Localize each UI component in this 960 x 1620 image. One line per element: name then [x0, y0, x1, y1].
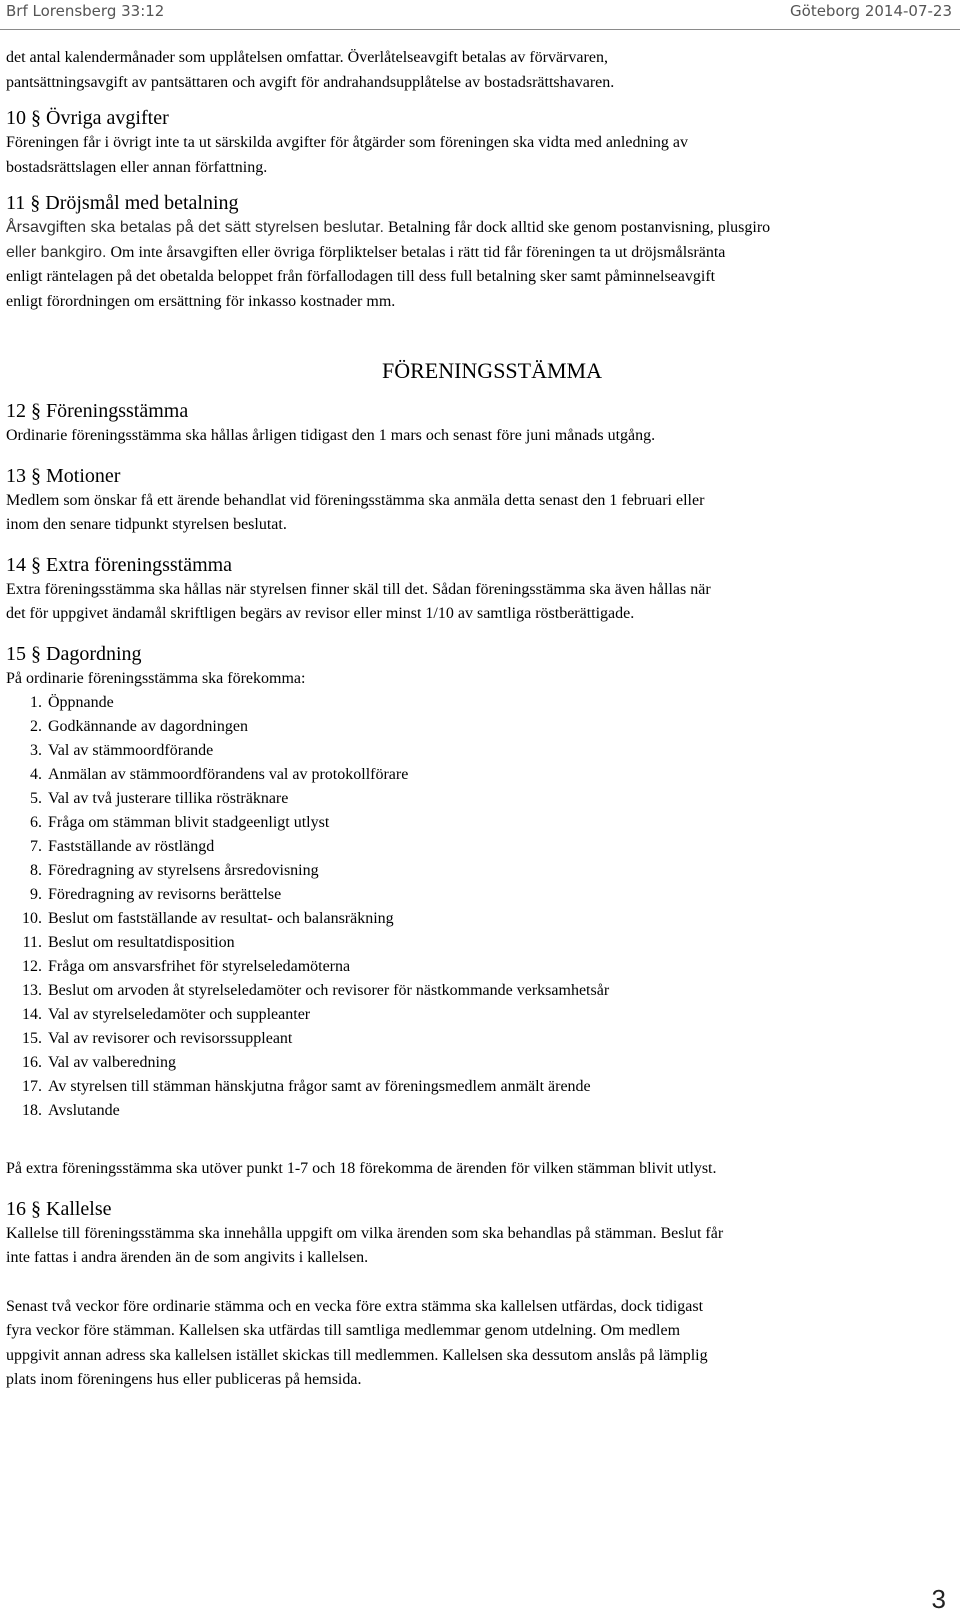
agenda-item-text: Godkännande av dagordningen: [48, 718, 248, 735]
agenda-item-number: 9.: [30, 886, 42, 903]
agenda-item-number: 14.: [22, 1006, 42, 1023]
agenda-item-number: 6.: [30, 814, 42, 831]
section-12-text: Ordinarie föreningsstämma ska hållas årligen tidigast den 1 mars och senast före juni månads utgång.: [6, 427, 656, 444]
agenda-item-text: Fråga om ansvarsfrihet för styrelseledamöterna: [48, 958, 351, 975]
section-11-text-sans: Årsavgiften ska betalas på det sätt styrelsen beslutar.: [6, 219, 384, 236]
section-13-text: Medlem som önskar få ett ärende behandlat vid föreningsstämma ska anmäla detta senast den 1 februari eller: [6, 491, 705, 509]
agenda-item-text: Av styrelsen till stämman hänskjutna frågor samt av föreningsmedlem anmält ärende: [48, 1078, 591, 1095]
header-org-name: Brf Lorensberg 33:12: [6, 2, 165, 20]
agenda-item-number: 7.: [30, 838, 42, 855]
agenda-item: [6, 811, 954, 835]
section-16-heading: 16 § Kallelse: [6, 1197, 112, 1220]
section-11-heading: 11 § Dröjsmål med betalning: [6, 192, 239, 214]
agenda-item-text: Beslut om fastställande av resultat- och balansräkning: [48, 910, 394, 927]
agenda-item-text: Fråga om stämman blivit stadgeenligt utlyst: [48, 814, 330, 831]
agenda-item-text: Föredragning av revisorns berättelse: [48, 886, 282, 903]
chapter-title: FÖRENINGSSTÄMMA: [381, 358, 603, 383]
agenda-item-text: Val av valberedning: [48, 1054, 176, 1071]
agenda-item-number: 17.: [22, 1078, 42, 1095]
section-11-text: Årsavgiften ska betalas på det sätt styrelsen beslutar. Betalning får dock alltid ske genom postanvisning, plusgiro: [6, 219, 771, 236]
agenda-item: [6, 859, 954, 883]
agenda-item: [6, 715, 954, 739]
agenda-item: [6, 1027, 954, 1051]
agenda-item-number: 10.: [22, 910, 42, 927]
agenda-item: [6, 1075, 954, 1099]
agenda-item: [6, 763, 954, 787]
agenda-item-text: Fastställande av röstlängd: [48, 838, 215, 855]
agenda-item-text: Beslut om arvoden åt styrelseledamöter och revisorer för nästkommande verksamhetsår: [48, 982, 610, 999]
agenda-item-number: 16.: [22, 1054, 42, 1071]
agenda-item-number: 11.: [22, 934, 42, 951]
agenda-list: [6, 691, 954, 1123]
header-place-date: Göteborg 2014-07-23: [790, 2, 952, 20]
agenda-item-text: Val av styrelseledamöter och suppleanter: [48, 1006, 311, 1023]
agenda-item-number: 5.: [30, 790, 42, 807]
page-number: 3: [931, 1584, 946, 1614]
section-11-text: enligt räntelagen på det obetalda beloppet från förfallodagen till dess full betalning sker samt påminnelseavgift: [6, 268, 716, 285]
agenda-item-number: 12.: [22, 958, 42, 975]
section-16-text: Senast två veckor före ordinarie stämma och en vecka före extra stämma ska kallelsen utfärdas, dock tidigast: [6, 1297, 704, 1315]
section-10-heading: 10 § Övriga avgifter: [6, 107, 169, 129]
section-14-text: Extra föreningsstämma ska hållas när styrelsen finner skäl till det. Sådan föreningsstämma ska även hållas när: [6, 580, 711, 598]
agenda-item-number: 15.: [22, 1030, 42, 1047]
section-15-heading: 15 § Dagordning: [6, 642, 142, 665]
agenda-item-number: 3.: [30, 742, 42, 759]
agenda-item: [6, 1099, 954, 1123]
section-13-text: inom den senare tidpunkt styrelsen beslutat.: [6, 516, 287, 533]
section-12-heading: 12 § Föreningsstämma: [6, 400, 189, 422]
section-14-text: det för uppgivet ändamål skriftligen begärs av revisor eller minst 1/10 av samtliga röstberättigade.: [6, 605, 635, 622]
agenda-item-number: 18.: [22, 1102, 42, 1119]
section-13-heading: 13 § Motioner: [6, 464, 121, 487]
agenda-item-text: Avslutande: [48, 1102, 120, 1119]
agenda-item-number: 1.: [30, 694, 42, 711]
agenda-item: [6, 787, 954, 811]
agenda-item: [6, 907, 954, 931]
agenda-item-text: Val av två justerare tillika rösträknare: [48, 790, 289, 807]
agenda-item-text: Öppnande: [48, 694, 114, 711]
agenda-item-number: 4.: [30, 766, 42, 783]
page-header: [0, 0, 960, 28]
document-body: [6, 46, 954, 1393]
section-16-text: uppgivit annan adress ska kallelsen istället skickas till medlemmen. Kallelsen ska dessutom anslås på lämplig: [6, 1346, 708, 1364]
agenda-item: [6, 1003, 954, 1027]
section-15-intro: På ordinarie föreningsstämma ska förekomma:: [6, 669, 306, 687]
section-16-text: Kallelse till föreningsstämma ska innehålla uppgift om vilka ärenden som ska behandlas på stämman. Beslut får: [6, 1224, 724, 1242]
section-11-text: enligt förordningen om ersättning för inkasso kostnader mm.: [6, 292, 396, 310]
section-16-text: fyra veckor före stämman. Kallelsen ska utfärdas till samtliga medlemmar genom utdelning. Om medlem: [6, 1322, 681, 1339]
intro-line: det antal kalendermånader som upplåtelsen omfattar. Överlåtelseavgift betalas av förvärvaren,: [6, 49, 608, 66]
agenda-item-number: 8.: [30, 862, 42, 879]
agenda-item-text: Val av revisorer och revisorssuppleant: [48, 1030, 293, 1047]
agenda-item-text: Beslut om resultatdisposition: [48, 934, 235, 951]
agenda-item: [6, 739, 954, 763]
header-divider: [0, 29, 960, 30]
agenda-item: [6, 955, 954, 979]
agenda-item: [6, 691, 954, 715]
agenda-item: [6, 1051, 954, 1075]
section-16-text: inte fattas i andra ärenden än de som angivits i kallelsen.: [6, 1249, 369, 1266]
section-11-text-sans: eller bankgiro.: [6, 243, 107, 261]
section-10-text: bostadsrättslagen eller annan författning.: [6, 158, 268, 176]
agenda-item-text: Val av stämmoordförande: [48, 742, 214, 759]
intro-line: pantsättningsavgift av pantsättaren och avgift för andrahandsupplåtelse av bostadsrättshavaren.: [6, 73, 615, 91]
agenda-item-number: 13.: [22, 982, 42, 999]
agenda-item-number: 2.: [30, 718, 42, 735]
agenda-item: [6, 835, 954, 859]
agenda-item-text: Anmälan av stämmoordförandens val av protokollförare: [48, 766, 409, 783]
section-10-text: Föreningen får i övrigt inte ta ut särskilda avgifter för åtgärder som föreningen ska vidta med anledning av: [6, 134, 689, 151]
section-14-heading: 14 § Extra föreningsstämma: [6, 553, 233, 576]
agenda-item: [6, 931, 954, 955]
agenda-item: [6, 883, 954, 907]
section-16-text: plats inom föreningens hus eller publiceras på hemsida.: [6, 1371, 362, 1388]
section-15-extra: På extra föreningsstämma ska utöver punkt 1-7 och 18 förekomma de ärenden för vilken stämman blivit utlyst.: [6, 1160, 717, 1177]
agenda-item: [6, 979, 954, 1003]
section-11-text: eller bankgiro. Om inte årsavgiften eller övriga förpliktelser betalas i rätt tid får föreningen ta ut dröjsmålsränta: [6, 243, 726, 261]
agenda-item-text: Föredragning av styrelsens årsredovisning: [48, 862, 319, 879]
